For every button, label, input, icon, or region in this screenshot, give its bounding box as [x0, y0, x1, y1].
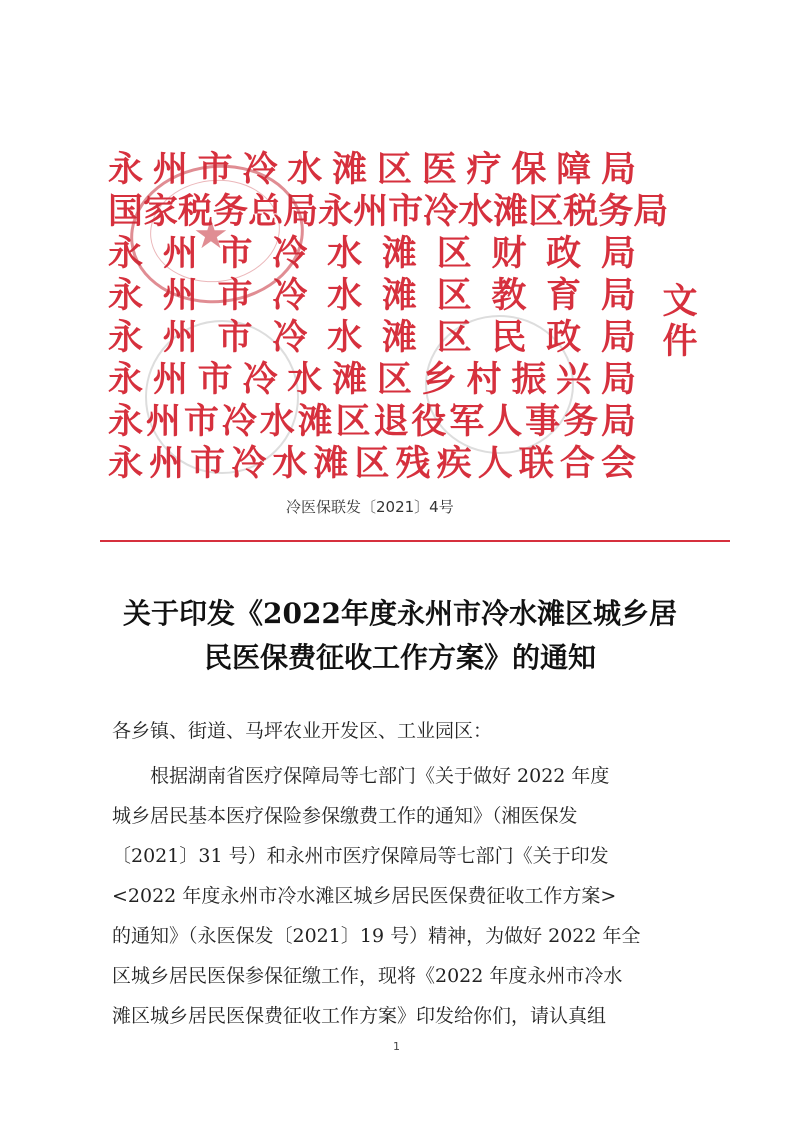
issuer-char: 市 [217, 275, 253, 316]
document-number: 冷医保联发〔2021〕4号 [286, 498, 454, 516]
issuer-char: 军 [449, 401, 485, 442]
issuer-char: 冷 [272, 275, 308, 316]
issuer-char: 州 [162, 317, 198, 358]
issuer-char: 州 [149, 443, 185, 484]
issuer-char: 残 [395, 443, 431, 484]
issuer-char: 政 [546, 233, 582, 274]
issuer-char: 局 [600, 401, 636, 442]
issuer-char: 局 [600, 317, 636, 358]
issuer-char: 市 [388, 191, 424, 232]
issuer-char: 冷 [423, 191, 459, 232]
issuer-char: 市 [217, 317, 253, 358]
issuer-char: 滩 [297, 401, 333, 442]
issuer-line [108, 444, 636, 484]
issuer-char: 永 [108, 317, 144, 358]
issuer-char: 疾 [436, 443, 472, 484]
issuer-line [108, 360, 636, 400]
body-text [112, 756, 692, 1036]
body-line: 城乡居民基本医疗保险参保缴费工作的通知》（湘医保发 [112, 805, 578, 827]
issuer-char: 局 [600, 233, 636, 274]
issuer-char: 总 [248, 191, 284, 232]
page-number: 1 [393, 1040, 400, 1053]
issuer-char: 国 [108, 191, 144, 232]
body-line: 根据湖南省医疗保障局等七部门《关于做好 2022 年度 [150, 765, 610, 787]
issuer-char: 区 [376, 149, 412, 190]
issuer-char: 州 [152, 359, 188, 400]
issuer-char: 州 [162, 233, 198, 274]
issuer-char: 冷 [272, 233, 308, 274]
issuer-char: 冷 [242, 359, 278, 400]
issuer-char: 水 [327, 275, 363, 316]
issuer-char: 永 [108, 149, 144, 190]
issuer-char: 事 [525, 401, 561, 442]
issuer-char: 税 [178, 191, 214, 232]
issuer-char: 州 [152, 149, 188, 190]
issuer-char: 医 [421, 149, 457, 190]
body-line: 滩区城乡居民医保费征收工作方案》印发给你们，请认真组 [112, 1005, 607, 1027]
body-line: 〔2021〕31 号）和永州市医疗保障局等七部门《关于印发 [112, 845, 609, 867]
issuer-char: 州 [353, 191, 389, 232]
issuer-char: 市 [217, 233, 253, 274]
issuer-char: 水 [458, 191, 494, 232]
notice-title-line: 民医保费征收工作方案》的通知 [203, 641, 596, 674]
issuer-char: 永 [108, 359, 144, 400]
issuer-char: 保 [511, 149, 547, 190]
issuer-char: 局 [600, 149, 636, 190]
issuer-char: 政 [546, 317, 582, 358]
issuer-char: 务 [213, 191, 249, 232]
notice-title [100, 592, 700, 680]
body-line: <2022 年度永州市冷水滩区城乡居民医保费征收工作方案> [112, 885, 617, 907]
issuer-char: 局 [600, 275, 636, 316]
issuer-char: 区 [335, 401, 371, 442]
issuer-char: 区 [436, 317, 472, 358]
issuer-char: 疗 [466, 149, 502, 190]
issuer-char: 局 [283, 191, 319, 232]
issuer-char: 教 [491, 275, 527, 316]
issuer-char: 局 [633, 191, 669, 232]
issuer-char: 局 [600, 359, 636, 400]
issuer-char: 州 [145, 401, 181, 442]
issuer-char: 水 [272, 443, 308, 484]
issuer-char: 水 [259, 401, 295, 442]
issuer-char: 务 [598, 191, 634, 232]
issuer-char: 滩 [381, 317, 417, 358]
issuer-char: 滩 [332, 359, 368, 400]
issuer-char: 区 [436, 233, 472, 274]
issuer-char: 永 [318, 191, 354, 232]
issuer-char: 障 [556, 149, 592, 190]
salutation: 各乡镇、街道、马坪农业开发区、工业园区： [112, 720, 493, 742]
issuer-char: 人 [477, 443, 513, 484]
issuer-char: 水 [327, 233, 363, 274]
issuer-char: 区 [354, 443, 390, 484]
issuer-char: 市 [183, 401, 219, 442]
issuer-char: 乡 [421, 359, 457, 400]
issuer-char: 滩 [313, 443, 349, 484]
document-label-char: 文 [662, 281, 698, 322]
issuer-char: 滩 [332, 149, 368, 190]
issuer-char: 区 [436, 275, 472, 316]
issuer-char: 永 [108, 401, 144, 442]
body-line: 的通知》（永医保发〔2021〕19 号）精神，为做好 2022 年全 [112, 925, 641, 947]
issuer-char: 退 [373, 401, 409, 442]
issuer-char: 合 [559, 443, 595, 484]
issuer-char: 冷 [272, 317, 308, 358]
issuer-char: 滩 [381, 275, 417, 316]
issuer-char: 市 [197, 359, 233, 400]
issuer-char: 民 [491, 317, 527, 358]
issuer-char: 区 [376, 359, 412, 400]
issuer-char: 水 [287, 359, 323, 400]
issuer-char: 兴 [556, 359, 592, 400]
issuer-char: 水 [327, 317, 363, 358]
issuer-char: 家 [143, 191, 179, 232]
issuer-char: 村 [466, 359, 502, 400]
issuer-char: 区 [528, 191, 564, 232]
issuer-char: 财 [491, 233, 527, 274]
issuer-char: 冷 [231, 443, 267, 484]
issuer-char: 冷 [221, 401, 257, 442]
issuer-line [108, 402, 636, 442]
document-label-char: 件 [662, 321, 698, 362]
body-line: 区城乡居民医保参保征缴工作，现将《2022 年度永州市冷水 [112, 965, 623, 987]
issuer-char: 州 [162, 275, 198, 316]
issuer-char: 永 [108, 233, 144, 274]
issuer-char: 联 [518, 443, 554, 484]
document-label [660, 282, 700, 362]
issuer-char: 育 [546, 275, 582, 316]
red-divider-line [100, 540, 730, 542]
issuer-char: 永 [108, 275, 144, 316]
issuer-char: 水 [287, 149, 323, 190]
issuer-char: 市 [197, 149, 233, 190]
issuer-char: 滩 [493, 191, 529, 232]
issuer-char: 振 [511, 359, 547, 400]
red-seal-star-icon: ★ [193, 212, 229, 258]
issuer-char: 冷 [242, 149, 278, 190]
issuer-char: 税 [563, 191, 599, 232]
issuer-char: 役 [411, 401, 447, 442]
issuer-char: 务 [563, 401, 599, 442]
issuer-char: 永 [108, 443, 144, 484]
issuer-char: 滩 [381, 233, 417, 274]
issuer-char: 会 [600, 443, 636, 484]
issuer-char: 人 [487, 401, 523, 442]
issuer-line [108, 318, 636, 358]
notice-title-line: 关于印发《2022年度永州市冷水滩区城乡居 [123, 597, 677, 630]
issuer-char: 市 [190, 443, 226, 484]
